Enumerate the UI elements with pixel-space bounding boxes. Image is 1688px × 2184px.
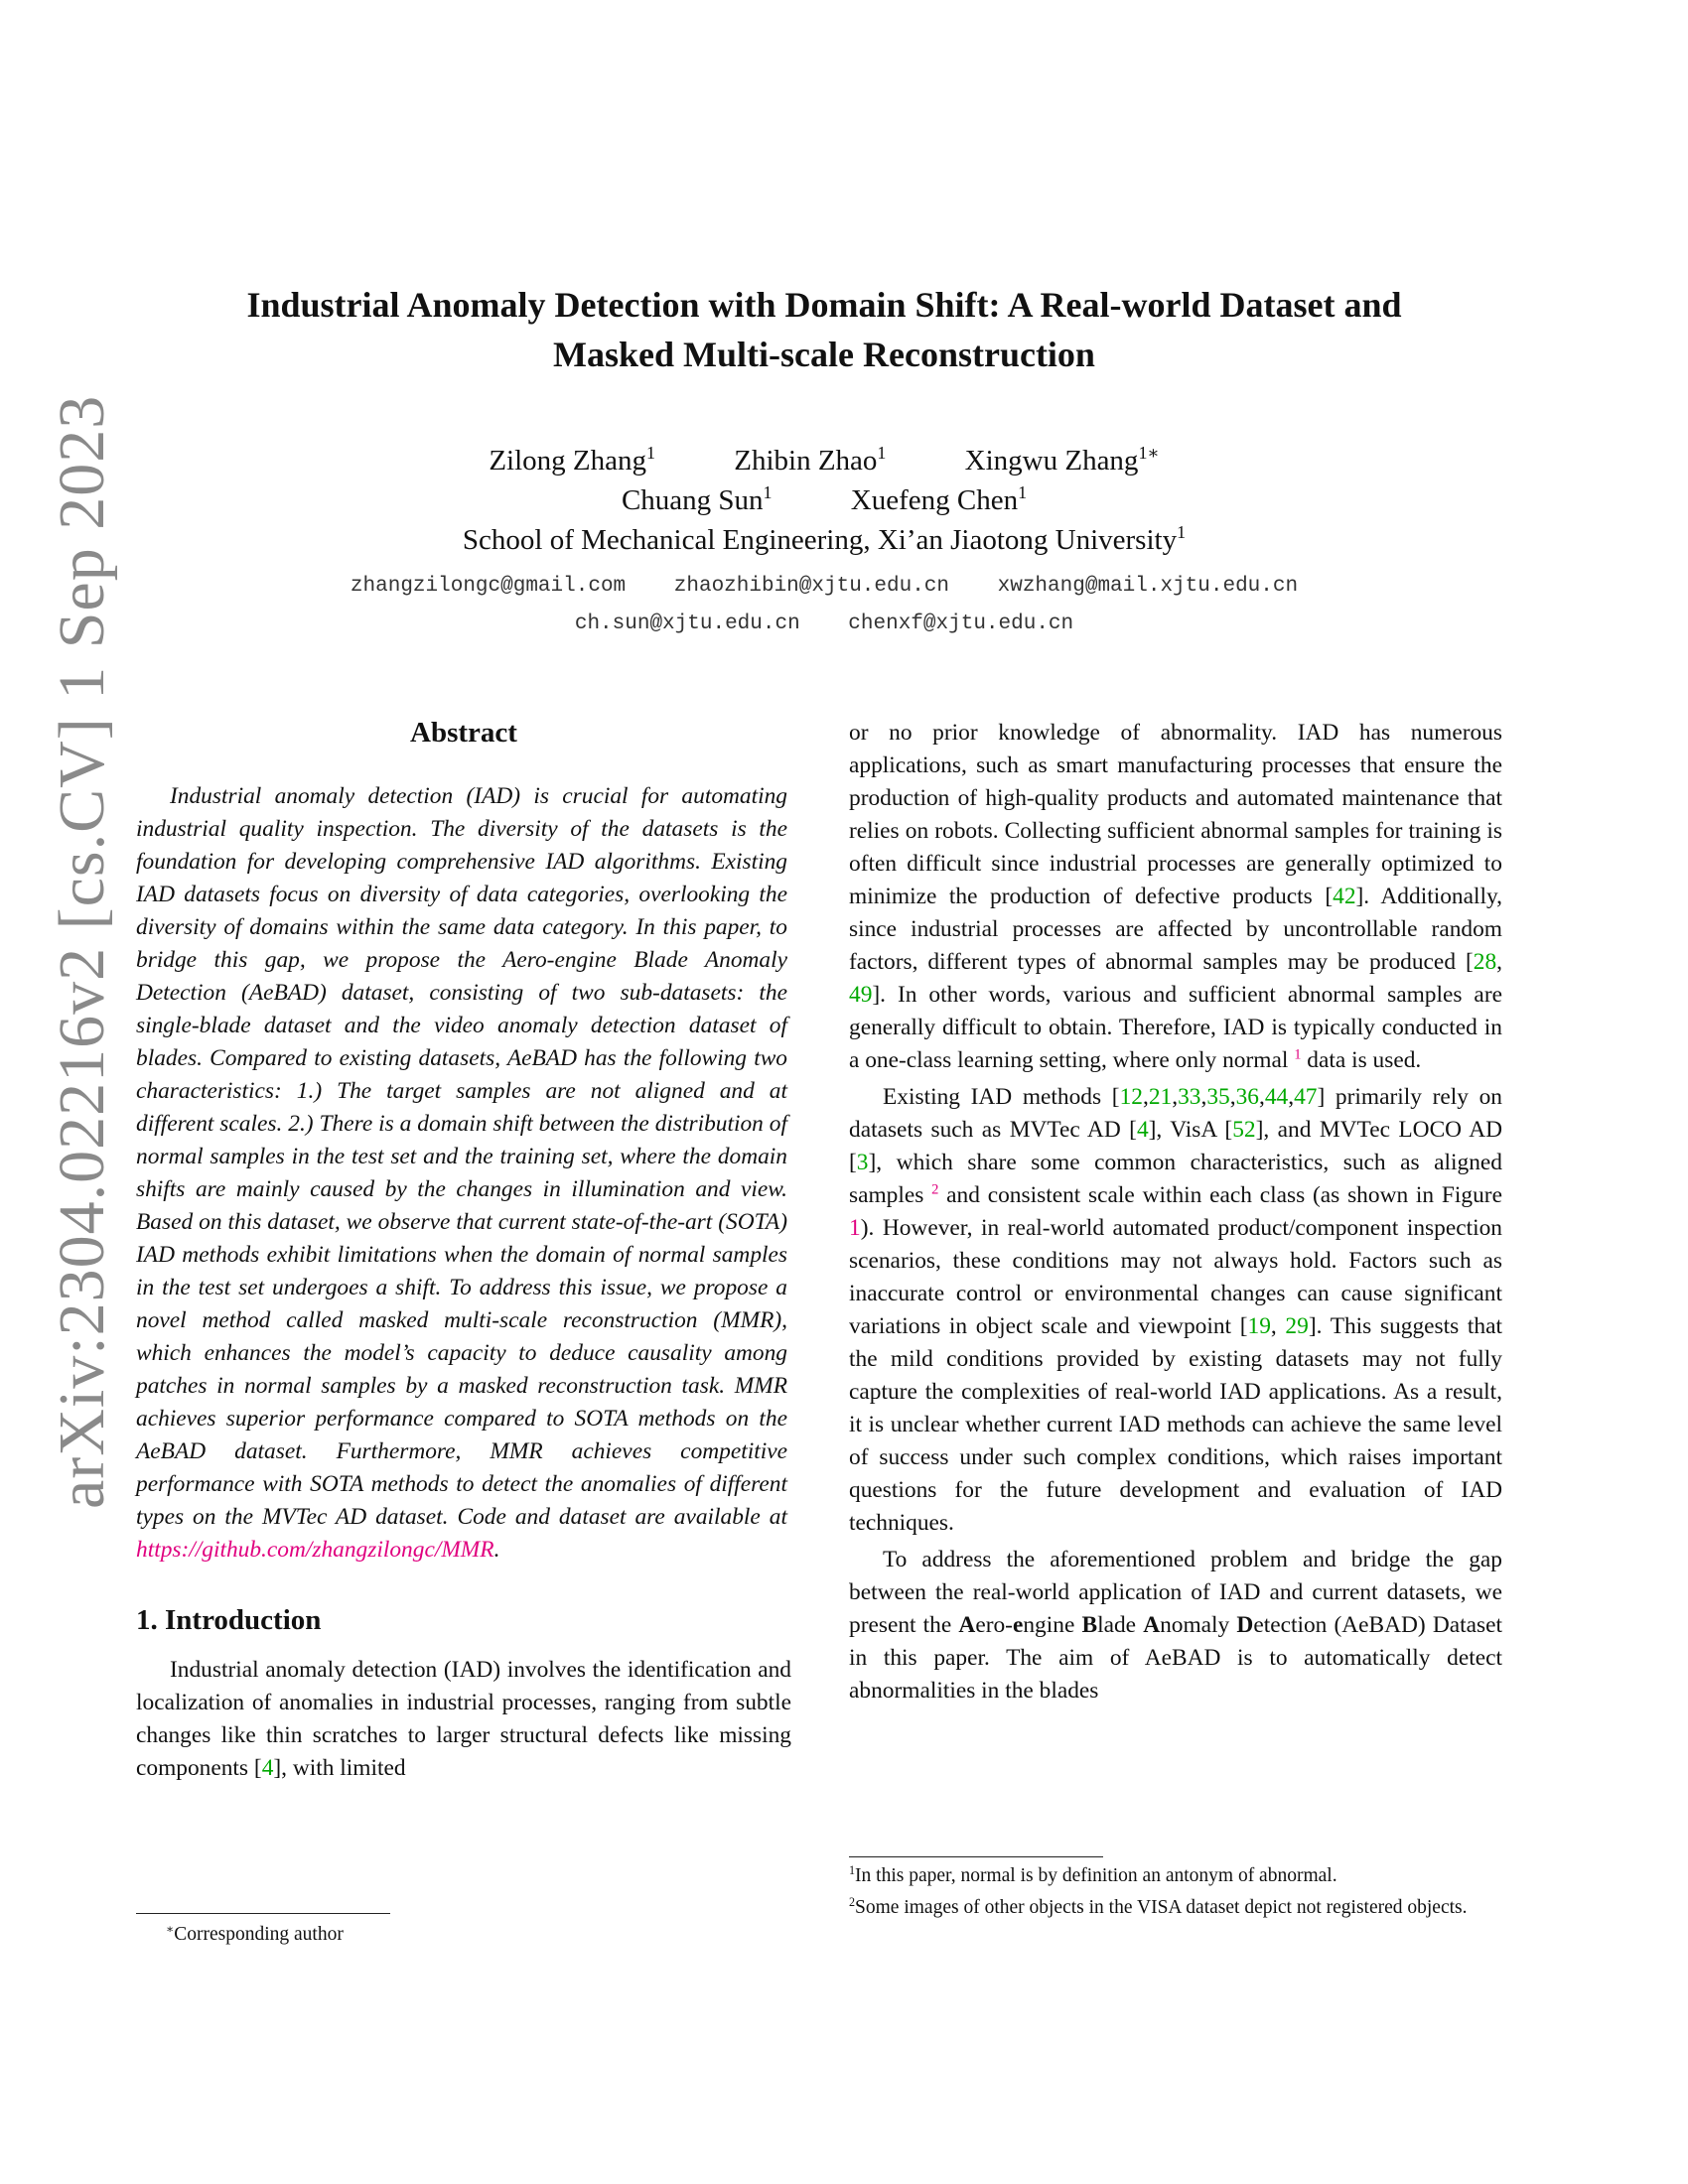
email-link[interactable]: chenxf@xjtu.edu.cn xyxy=(848,613,1074,635)
citation-link[interactable]: 44 xyxy=(1264,1084,1289,1110)
footnote-2: $^2$Some images of other objects in the VISA dataset depict not registered objects. xyxy=(849,1894,1468,1918)
email-link[interactable]: zhangzilongc@gmail.com xyxy=(350,575,627,598)
footnote-corresponding-author: ∗Corresponding author xyxy=(166,1921,344,1945)
footnote-divider xyxy=(136,1913,390,1914)
intro-paragraph-3: To address the aforementioned problem and bridge the gap between the real-world application of IAD and current datasets, we present the Aero-engine Blade Anomaly Detection (AeBAD) Dataset in this paper. The aim of AeBAD is to automatically detect abnormalities in the blades xyxy=(849,1547,1502,1704)
email-link[interactable]: xwzhang@mail.xjtu.edu.cn xyxy=(997,575,1299,598)
citation-link[interactable]: 52 xyxy=(1232,1117,1256,1143)
author: Xuefeng Chen$^1$ xyxy=(850,482,1028,516)
footnote-ref[interactable]: 1 xyxy=(1294,1046,1302,1063)
abstract-body: Industrial anomaly detection (IAD) is crucial for automating industrial quality inspection. The diversity of the datasets is the foundation for developing comprehensive IAD algorithms. Existing IAD datasets focus on diversity of data categories, overlooking the diversity of domains within the same data category. In this paper, to bridge this gap, we propose the Aero-engine Blade Anomaly Detection (AeBAD) dataset, consisting of two sub-datasets: the single-blade dataset and the video anomaly detection dataset of blades. Compared to existing datasets, AeBAD has the following two characteristics: 1.) The target samples are not aligned and at different scales. 2.) There is a domain shift between the distribution of normal samples in the test set and the training set, where the domain shifts are mainly caused by the changes in illumination and view. Based on this dataset, we observe that current state-of-the-art (SOTA) IAD methods exhibit limitations when the domain of normal samples in the test set undergoes a shift. To address this issue, we propose a novel method called masked multi-scale reconstruction (MMR), which enhances the model’s capacity to deduce causality among patches in normal samples by a masked reconstruction task. MMR achieves superior performance compared to SOTA methods on the AeBAD dataset. Furthermore, MMR achieves competitive performance with SOTA methods to detect the anomalies of different types on the MVTec AD dataset. Code and dataset are available at https://github.com/zhangzilongc/MMR. xyxy=(136,783,787,1563)
paper-title xyxy=(139,280,1509,379)
section-heading-introduction: 1. Introduction xyxy=(136,1604,322,1636)
citation-link[interactable]: 29 xyxy=(1285,1313,1309,1339)
footnote-divider xyxy=(849,1856,1103,1857)
title-line-2: Masked Multi-scale Reconstruction xyxy=(553,335,1095,374)
intro-paragraph-2: Existing IAD methods [12,21,33,35,36,44,47] primarily rely on datasets such as MVTec AD [4], VisA [52], and MVTec LOCO AD [3], which share some common characteristics, such as aligned samples $^2$ and consistent scale within each class (as shown in Figure 1). However, in real-world automated product/component inspection scenarios, these conditions may not always hold. Factors such as inaccurate control or environmental changes can cause significant variations in object scale and viewpoint [19, 29]. This suggests that the mild conditions provided by existing datasets may not fully capture the complexities of real-world IAD applications. As a result, it is unclear whether current IAD methods can achieve the same level of success under such complex conditions, which raises important questions for the future development and evaluation of IAD techniques. xyxy=(849,1084,1502,1536)
citation-link[interactable]: 12 xyxy=(1119,1084,1143,1110)
intro-paragraph-1-start: Industrial anomaly detection (IAD) involves the identification and localization of anomalies in industrial processes, ranging from subtle changes like thin scratches to larger structural defects like missing components [4], with limited xyxy=(136,1657,791,1781)
citation-link[interactable]: 19 xyxy=(1247,1313,1271,1339)
email-link[interactable]: ch.sun@xjtu.edu.cn xyxy=(574,613,800,635)
email-block xyxy=(139,568,1509,643)
citation-link[interactable]: 49 xyxy=(849,982,873,1008)
intro-paragraph-1-continued: or no prior knowledge of abnormality. IAD has numerous applications, such as smart manufacturing processes that ensure the production of high-quality products and automated maintenance that relies on robots. Collecting sufficient abnormal samples for training is often difficult since industrial processes are generally optimized to minimize the production of defective products [42]. Additionally, since industrial processes are affected by uncontrollable random factors, different types of abnormal samples may be produced [28, 49]. In other words, various and sufficient abnormal samples are generally difficult to obtain. Therefore, IAD is typically conducted in a one-class learning setting, where only normal $^1$ data is used. xyxy=(849,720,1502,1073)
footnote-1: $^1$In this paper, normal is by definition an antonym of abnormal. xyxy=(849,1862,1337,1886)
right-column xyxy=(849,717,1502,1707)
citation-link[interactable]: 35 xyxy=(1206,1084,1230,1110)
arxiv-side-stamp: arXiv:2304.02216v2 [cs.CV] 1 Sep 2023 xyxy=(46,394,118,1509)
author: Zilong Zhang$^1$ xyxy=(489,443,655,477)
affiliation: School of Mechanical Engineering, Xi’an Jiaotong University$^1$ xyxy=(462,522,1187,556)
left-footnotes xyxy=(136,1913,791,1948)
citation-link[interactable]: 3 xyxy=(856,1150,869,1175)
code-link[interactable]: https://github.com/zhangzilongc/MMR xyxy=(136,1537,494,1563)
email-link[interactable]: zhaozhibin@xjtu.edu.cn xyxy=(673,575,950,598)
citation-link[interactable]: 4 xyxy=(261,1755,274,1781)
left-column xyxy=(136,715,791,1785)
citation-link[interactable]: 33 xyxy=(1178,1084,1201,1110)
figure-ref[interactable]: 1 xyxy=(849,1215,861,1241)
right-footnotes xyxy=(849,1856,1502,1921)
title-line-1: Industrial Anomaly Detection with Domain Shift: A Real-world Dataset and xyxy=(246,285,1402,325)
citation-link[interactable]: 42 xyxy=(1333,884,1356,909)
author: Zhibin Zhao$^1$ xyxy=(734,443,887,477)
citation-link[interactable]: 4 xyxy=(1136,1117,1149,1143)
citation-link[interactable]: 36 xyxy=(1235,1084,1259,1110)
footnote-ref[interactable]: 2 xyxy=(931,1181,939,1198)
abstract-heading: Abstract xyxy=(410,717,517,749)
author: Chuang Sun$^1$ xyxy=(621,482,773,516)
citation-link[interactable]: 21 xyxy=(1148,1084,1173,1110)
citation-link[interactable]: 28 xyxy=(1473,949,1497,975)
author: Xingwu Zhang$^{1∗}$ xyxy=(964,443,1160,477)
author-block xyxy=(139,441,1509,560)
citation-link[interactable]: 47 xyxy=(1294,1084,1318,1110)
